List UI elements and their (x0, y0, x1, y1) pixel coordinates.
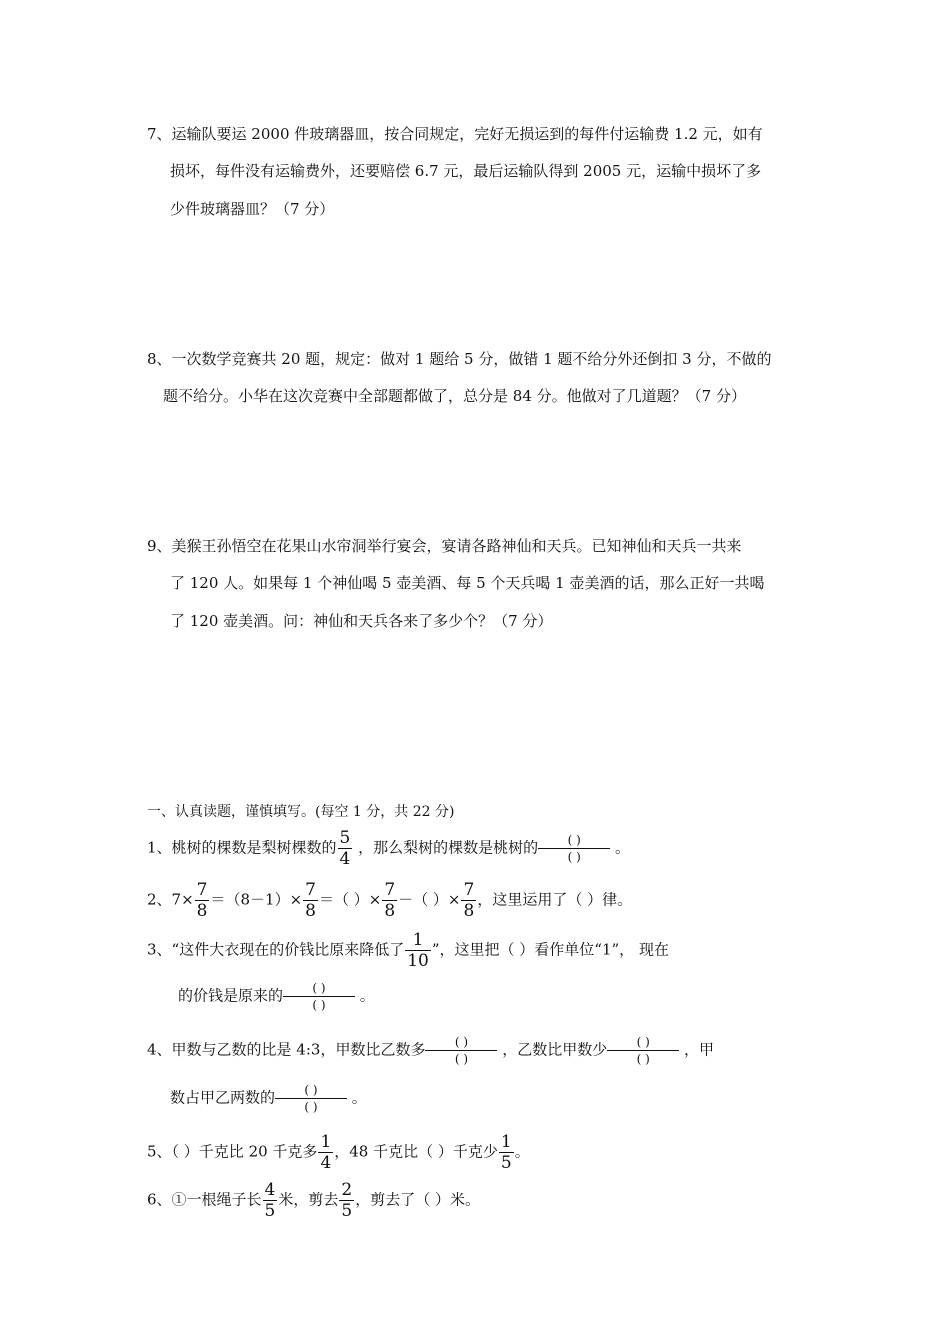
problem-9-line-3: 了 120 壶美酒。问：神仙和天兵各来了多少个？（7 分） (170, 612, 553, 630)
problem-9-line-2: 了 120 人。如果每 1 个神仙喝 5 壶美酒、每 5 个天兵喝 1 壶美酒的话，那么正好一共喝 (170, 574, 765, 592)
q4-text-c: ，甲 (684, 1040, 715, 1059)
q2-text-b: ＝（8－1）× (210, 890, 303, 909)
q5-text-c: 。 (514, 1142, 530, 1161)
q1-text-a: 1、桃树的棵数是梨树棵数的 (147, 838, 337, 857)
q2-text-c: ＝（ ）× (318, 890, 382, 909)
q4-text-e: 。 (351, 1088, 367, 1107)
problem-7-line-2: 损坏，每件没有运输费外，还要赔偿 6.7 元，最后运输队得到 2005 元，运输中损坏了多 (170, 162, 762, 180)
question-5 (147, 1132, 530, 1173)
q2-text-a: 2、7× (147, 890, 194, 909)
q1-text-c: 。 (614, 838, 630, 857)
q4-text-d: 数占甲乙两数的 (170, 1088, 276, 1107)
fraction-1-4: $\frac{1}{4}$ (320, 1132, 332, 1173)
q6-text-c: ，剪去了（ ）米。 (355, 1190, 480, 1209)
problem-9-line-1: 9、美猴王孙悟空在花果山水帘洞举行宴会，宴请各路神仙和天兵。已知神仙和天兵一共来 (147, 537, 742, 555)
q4-text-a: 4、甲数与乙数的比是 4:3，甲数比乙数多 (147, 1040, 426, 1059)
fraction-7-8: $\frac{7}{8}$ (196, 880, 208, 921)
q5-text-b: ，48 千克比（ ）千克少 (334, 1142, 498, 1161)
question-1 (147, 828, 630, 869)
question-4-line-2 (170, 1082, 367, 1115)
fraction-2-5: $\frac{2}{5}$ (341, 1180, 353, 1221)
q6-text-a: 6、①一根绳子长 (147, 1190, 262, 1209)
answer-blank-fraction[interactable]: $\frac{( )}{( )}$ (425, 1034, 497, 1067)
q2-text-e: ，这里运用了（ ）律。 (477, 890, 633, 909)
q2-text-d: －（ ）× (398, 890, 461, 909)
problem-7-line-1: 7、运输队要运 2000 件玻璃器皿，按合同规定，完好无损运到的每件付运输费 1.2 元，如有 (147, 125, 763, 143)
answer-blank-fraction[interactable]: $\frac{( )}{( )}$ (538, 832, 610, 865)
fraction-7-8: $\frac{7}{8}$ (305, 880, 316, 921)
problem-7-line-3: 少件玻璃器皿？（7 分） (170, 200, 335, 218)
problem-8-line-2: 题不给分。小华在这次竞赛中全部题都做了，总分是 84 分。他做对了几道题？（7 分） (163, 387, 746, 405)
question-2 (147, 880, 632, 921)
fraction-7-8: $\frac{7}{8}$ (384, 880, 396, 921)
question-3-line-1 (147, 930, 669, 971)
question-3-line-2 (178, 980, 375, 1013)
q4-text-b: ，乙数比甲数少 (502, 1040, 608, 1059)
q3-text-b: ”，这里把（ ）看作单位“1”， 现在 (431, 940, 669, 959)
answer-blank-fraction[interactable]: $\frac{( )}{( )}$ (283, 980, 355, 1013)
fraction-1-10: $\frac{1}{10}$ (407, 930, 429, 971)
problem-8-line-1: 8、一次数学竞赛共 20 题，规定：做对 1 题给 5 分，做错 1 题不给分外还倒扣 3 分，不做的 (147, 350, 772, 368)
fraction-1-5: $\frac{1}{5}$ (500, 1132, 512, 1173)
answer-blank-fraction[interactable]: $\frac{( )}{( )}$ (607, 1034, 679, 1067)
answer-blank-fraction[interactable]: $\frac{( )}{( )}$ (275, 1082, 347, 1115)
q6-text-b: 米，剪去 (278, 1190, 339, 1209)
q1-text-b: ，那么梨树的棵数是桃树的 (358, 838, 539, 857)
fraction-7-8: $\frac{7}{8}$ (463, 880, 475, 921)
q5-text-a: 5、（ ）千克比 20 千克多 (147, 1142, 318, 1161)
fraction-4-5: $\frac{4}{5}$ (264, 1180, 276, 1221)
fraction-5-4: $\frac{5}{4}$ (339, 828, 351, 869)
q3-text-a: 3、“这件大衣现在的价钱比原来降低了 (147, 940, 405, 959)
question-4-line-1 (147, 1034, 714, 1067)
section-1-heading: 一、认真读题，谨慎填写。(每空 1 分，共 22 分) (147, 804, 455, 820)
q3-text-c: 的价钱是原来的 (178, 986, 284, 1005)
question-6 (147, 1180, 480, 1221)
q3-text-d: 。 (359, 986, 375, 1005)
